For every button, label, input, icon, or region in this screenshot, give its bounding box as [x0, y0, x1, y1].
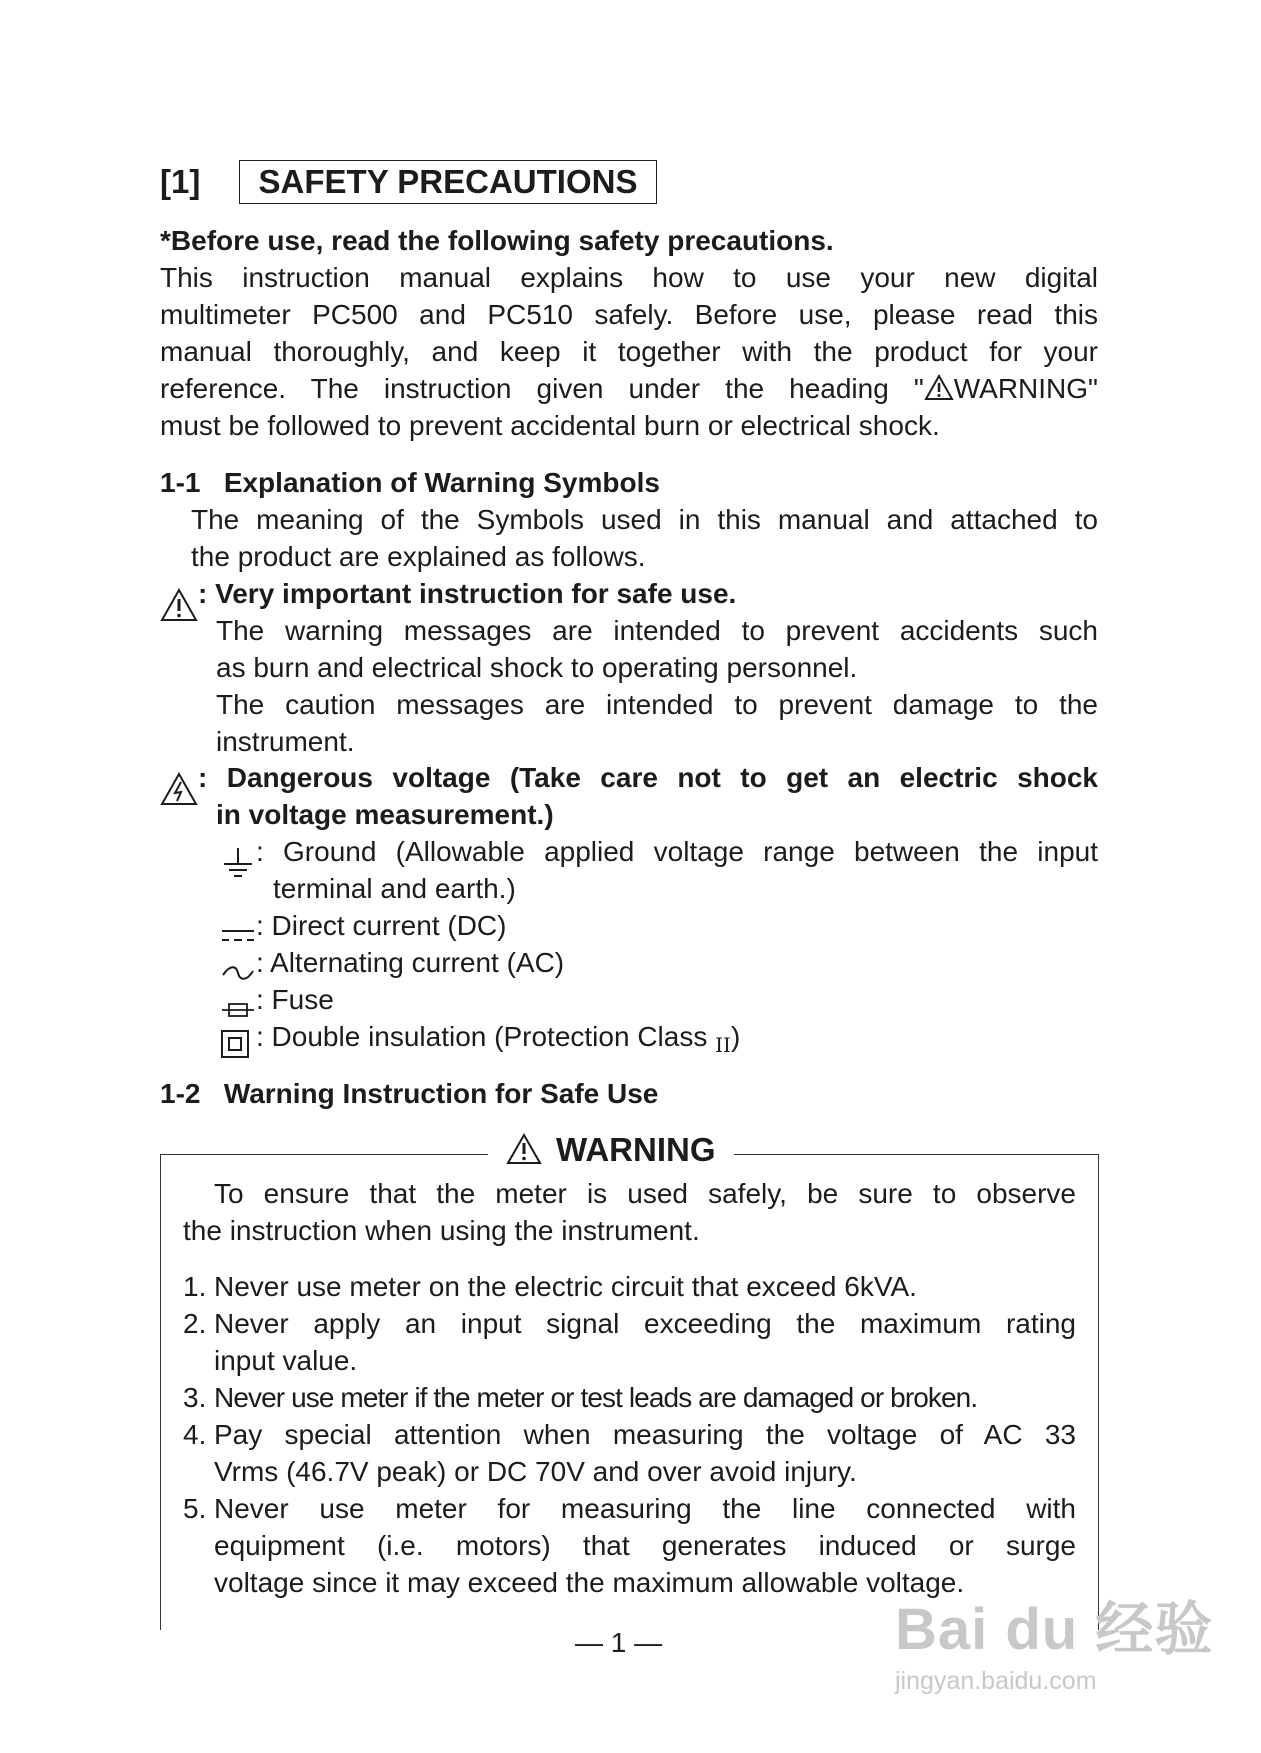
fuse-description: : Fuse: [256, 984, 334, 1015]
list-item-number: 5.: [183, 1493, 207, 1524]
double-insulation-close: ): [730, 1021, 741, 1052]
list-item-number: 2.: [183, 1308, 207, 1339]
section-1-1-line: The meaning of the Symbols used in this manual and attached to: [191, 504, 1098, 535]
list-item-line: input value.: [214, 1345, 358, 1376]
double-insulation-text: : Double insulation (Protection Class: [256, 1021, 716, 1052]
list-item-line: Pay special attention when measuring the voltage of AC 33: [214, 1419, 1076, 1450]
protection-class-label: II: [715, 1033, 731, 1057]
warning-box-intro: [183, 1175, 1076, 1249]
section-1-1-line: the product are explained as follows.: [191, 541, 646, 572]
section-1-2-heading: [160, 1075, 658, 1112]
dangerous-voltage-line: : Dangerous voltage (Take care not to get an electric shock: [198, 762, 1098, 793]
list-item-line: equipment (i.e. motors) that generates induced or surge: [214, 1530, 1076, 1561]
warning-explanation-line: as burn and electrical shock to operating personnel.: [216, 652, 858, 683]
warning-explanation: [216, 612, 1098, 760]
warning-label: WARNING: [556, 1131, 716, 1168]
section-1-1-title: Explanation of Warning Symbols: [223, 467, 660, 498]
list-item: [183, 1379, 1076, 1416]
list-item-number: 3.: [183, 1382, 207, 1413]
list-item-line: Never use meter for measuring the line connected with: [214, 1493, 1076, 1524]
page-title: SAFETY PRECAUTIONS: [239, 160, 657, 204]
list-item: [183, 1305, 1076, 1379]
section-number: [1]: [160, 163, 201, 200]
dangerous-voltage-icon: [160, 772, 198, 806]
list-item-line: Never use meter on the electric circuit that exceed 6kVA.: [214, 1271, 917, 1302]
ground-description: [256, 833, 1098, 907]
warning-triangle-icon: [506, 1133, 542, 1165]
dangerous-voltage-text: [198, 759, 1098, 833]
page-number: — 1 —: [575, 1627, 663, 1658]
warning-explanation-line: instrument.: [216, 726, 355, 757]
very-important-title: : Very important instruction for safe use.: [198, 578, 737, 609]
fuse-icon: [220, 999, 256, 1021]
intro-line4-before: reference. The instruction given under the heading ": [160, 373, 924, 404]
list-item-line: voltage since it may exceed the maximum allowable voltage.: [214, 1567, 965, 1598]
warning-explanation-line: The warning messages are intended to prevent accidents such: [216, 615, 1098, 646]
intro-line: manual thoroughly, and keep it together with the product for your: [160, 336, 1098, 367]
double-insulation-description: [256, 1018, 740, 1064]
section-1-2-number: 1-2: [160, 1078, 201, 1109]
ac-description: : Alternating current (AC): [256, 947, 565, 978]
warning-list: [183, 1268, 1076, 1601]
ground-line: : Ground (Allowable applied voltage range between the input: [256, 836, 1098, 867]
list-item: [183, 1268, 1076, 1305]
direct-current-icon: [220, 925, 256, 947]
section-1-1-heading: [160, 464, 660, 501]
list-item-number: 1.: [183, 1271, 207, 1302]
warning-intro-line: To ensure that the meter is used safely, be sure to observe: [214, 1178, 1076, 1209]
warning-triangle-icon: [160, 588, 198, 622]
intro-line: multimeter PC500 and PC510 safely. Before use, please read this: [160, 299, 1098, 330]
list-item-line: Vrms (46.7V peak) or DC 70V and over avoid injury.: [214, 1456, 857, 1487]
ground-icon: [220, 846, 256, 880]
intro-line-warning-ref: [160, 370, 1098, 407]
section-1-2-title: Warning Instruction for Safe Use: [223, 1078, 659, 1109]
section-1-1-number: 1-1: [160, 467, 201, 498]
list-item-line: Never apply an input signal exceeding the maximum rating: [214, 1308, 1076, 1339]
warning-explanation-line: The caution messages are intended to prevent damage to the: [216, 689, 1098, 720]
intro-line: must be followed to prevent accidental burn or electrical shock.: [160, 410, 940, 441]
alternating-current-icon: [220, 962, 256, 984]
warning-intro-line: the instruction when using the instrument.: [183, 1215, 700, 1246]
section-1-1-intro: [191, 501, 1098, 575]
intro-line4-after: WARNING": [953, 373, 1098, 404]
intro-line: This instruction manual explains how to use your new digital: [160, 262, 1098, 293]
intro-paragraph: [160, 259, 1098, 444]
watermark-brand: Bai du 经验: [895, 1597, 1214, 1662]
watermark-url: jingyan.baidu.com: [895, 1667, 1097, 1695]
dangerous-voltage-line: in voltage measurement.): [216, 799, 554, 830]
warning-box-title: [488, 1130, 734, 1170]
list-item: [183, 1416, 1076, 1490]
intro-bold-line: *Before use, read the following safety precautions.: [160, 225, 834, 256]
warning-triangle-icon: [924, 374, 954, 401]
list-item-number: 4.: [183, 1419, 207, 1450]
list-item-line: Never use meter if the meter or test leads are damaged or broken.: [214, 1382, 978, 1413]
double-insulation-icon: [220, 1029, 250, 1059]
dc-description: : Direct current (DC): [256, 910, 507, 941]
ground-line: terminal and earth.): [273, 873, 516, 904]
list-item: [183, 1490, 1076, 1601]
